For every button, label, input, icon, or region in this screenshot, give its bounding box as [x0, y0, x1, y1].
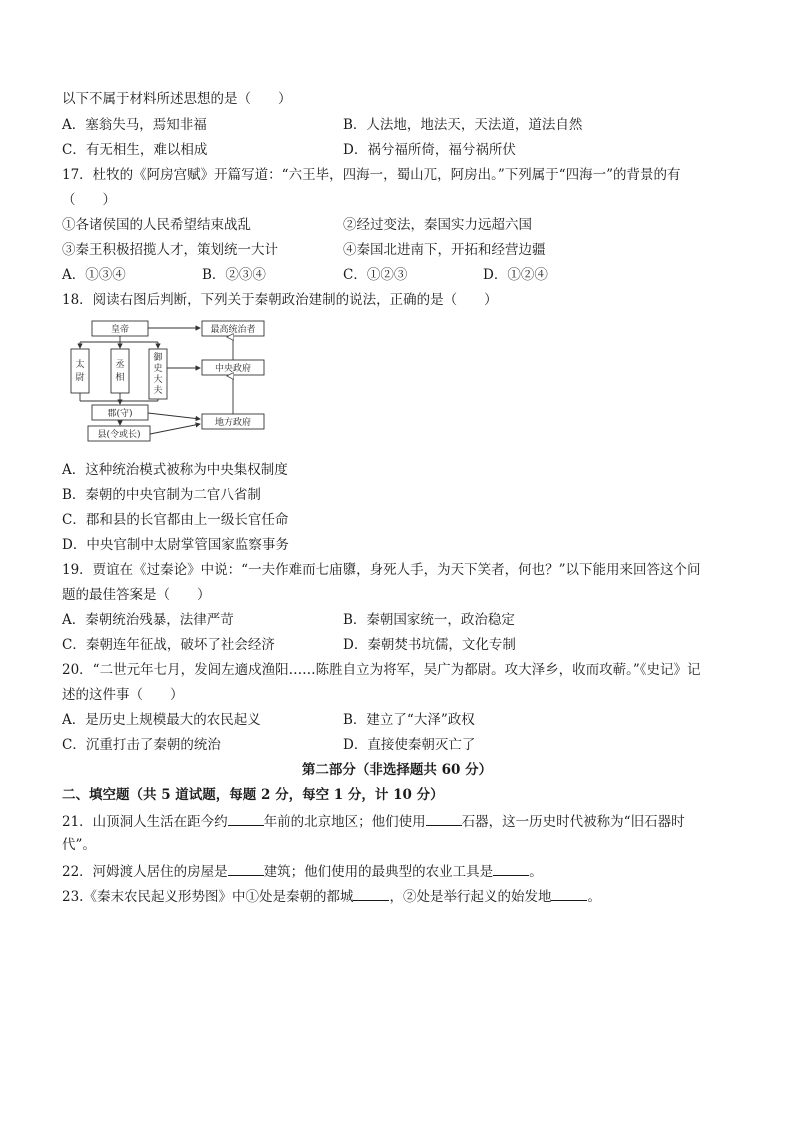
- q17-item-2: ②经过变法，秦国实力远超六国: [343, 217, 532, 233]
- yushi-label-2: 史: [153, 364, 163, 374]
- q17-stem-line1: 17．杜牧的《阿房宫赋》开篇写道：“六王毕，四海一，蜀山兀，阿房出。”下列属于“四海一”的背景的有: [62, 167, 681, 183]
- q18-option-d: D．中央官制中太尉掌管国家监察事务: [62, 537, 289, 553]
- q17-option-c: C．①②③: [343, 267, 408, 283]
- q16-option-b: B．人法地，地法天，天法道，道法自然: [343, 117, 583, 133]
- q17-item-4: ④秦国北进南下，开拓和经营边疆: [343, 242, 546, 258]
- q17-item-3: ③秦王积极招揽人才，策划统一大计: [62, 242, 278, 258]
- section2-title: 二、填空题（共 5 道试题，每题 2 分，每空 1 分，计 10 分）: [62, 787, 444, 803]
- q20-stem-line2: 述的这件事（ ）: [62, 687, 184, 703]
- q22-line: [62, 861, 543, 881]
- local-government-label: 地方政府: [214, 418, 252, 428]
- q17-option-b: B．②③④: [202, 267, 266, 283]
- q23-blank-2[interactable]: [551, 886, 587, 901]
- q17-option-d: D．①②④: [483, 267, 548, 283]
- q22-text-b: 建筑；他们使用的最典型的农业工具是: [263, 864, 494, 880]
- taiwei-box: [71, 349, 89, 393]
- q22-text-c: 。: [529, 864, 543, 880]
- q22-text-a: 22．河姆渡人居住的房屋是: [62, 864, 228, 880]
- taiwei-label-2: 尉: [75, 373, 85, 383]
- q18-option-c: C．郡和县的长官都由上一级长官任命: [62, 512, 289, 528]
- q18-option-a: A．这种统治模式被称为中央集权制度: [62, 462, 288, 478]
- q19-option-a: A．秦朝统治残暴，法律严苛: [62, 612, 234, 628]
- jun-label: 郡(守): [107, 409, 133, 419]
- q21-text-a: 21．山顶洞人生活在距今约: [62, 814, 228, 830]
- q23-text-a: 23.《秦末农民起义形势图》中①处是秦朝的都城: [62, 889, 354, 905]
- central-government-label: 中央政府: [214, 364, 252, 374]
- q23-text-c: 。: [587, 889, 601, 905]
- supreme-ruler-label: 最高统治者: [210, 325, 256, 335]
- chengxiang-box: [111, 349, 129, 393]
- q16-option-c: C．有无相生，难以相成: [62, 142, 208, 158]
- yushi-label-1: 御: [153, 353, 163, 363]
- q18-stem: 18．阅读右图后判断，下列关于秦朝政治建制的说法，正确的是（ ）: [62, 292, 498, 308]
- q23-text-b: ，②处是举行起义的始发地: [389, 889, 552, 905]
- q22-blank-2[interactable]: [493, 861, 529, 876]
- q16-option-a: A．塞翁失马，焉知非福: [62, 117, 207, 133]
- q23-line: [62, 886, 601, 906]
- taiwei-label-1: 太: [75, 360, 85, 370]
- q21-blank-2[interactable]: [426, 811, 462, 826]
- q17-stem-line2: （ ）: [62, 192, 116, 208]
- q21-line1: [62, 811, 685, 831]
- yushi-label-4: 夫: [153, 386, 163, 396]
- q20-option-a: A．是历史上规模最大的农民起义: [62, 712, 261, 728]
- chengxiang-label-1: 丞: [115, 360, 125, 370]
- chengxiang-label-2: 相: [115, 373, 125, 383]
- q17-option-a: A．①③④: [62, 267, 126, 283]
- q21-text-c: 石器，这一历史时代被称为“旧石器时: [461, 814, 685, 830]
- q20-stem-line1: 20．“二世元年七月，发闾左適戍渔阳……陈胜自立为将军，吴广为都尉。攻大泽乡，收而攻蕲。”《史记》记: [62, 662, 701, 678]
- q16-stem: 以下不属于材料所述思想的是（ ）: [62, 91, 292, 107]
- q22-blank-1[interactable]: [228, 861, 264, 876]
- qin-political-system-diagram: [62, 318, 272, 448]
- q16-option-d: D．祸兮福所倚，福兮祸所伏: [343, 142, 516, 158]
- q20-option-c: C．沉重打击了秦朝的统治: [62, 737, 221, 753]
- q18-option-b: B．秦朝的中央官制为二官八省制: [62, 487, 261, 503]
- q17-item-1: ①各诸侯国的人民希望结束战乱: [62, 217, 251, 233]
- q19-stem-line1: 19．贾谊在《过秦论》中说：“一夫作难而七庙隳，身死人手，为天下笑者，何也？”以下能用来回答这个问: [62, 562, 701, 578]
- part2-title: 第二部分（非选择题共 60 分）: [301, 762, 493, 778]
- emperor-label: 皇帝: [110, 325, 130, 335]
- q21-blank-1[interactable]: [228, 811, 264, 826]
- q19-option-c: C．秦朝连年征战，破坏了社会经济: [62, 637, 275, 653]
- q21-line2: 代”。: [62, 837, 96, 853]
- q21-text-b: 年前的北京地区；他们使用: [263, 814, 426, 830]
- q20-option-d: D．直接使秦朝灭亡了: [343, 737, 476, 753]
- q19-option-b: B．秦朝国家统一，政治稳定: [343, 612, 515, 628]
- q19-stem-line2: 题的最佳答案是（ ）: [62, 587, 211, 603]
- q20-option-b: B．建立了“大泽”政权: [343, 712, 475, 728]
- q23-blank-1[interactable]: [353, 886, 389, 901]
- xian-label: 县(令或长): [97, 430, 141, 440]
- yushi-label-3: 大: [153, 375, 163, 385]
- q19-option-d: D．秦朝焚书坑儒，文化专制: [343, 637, 516, 653]
